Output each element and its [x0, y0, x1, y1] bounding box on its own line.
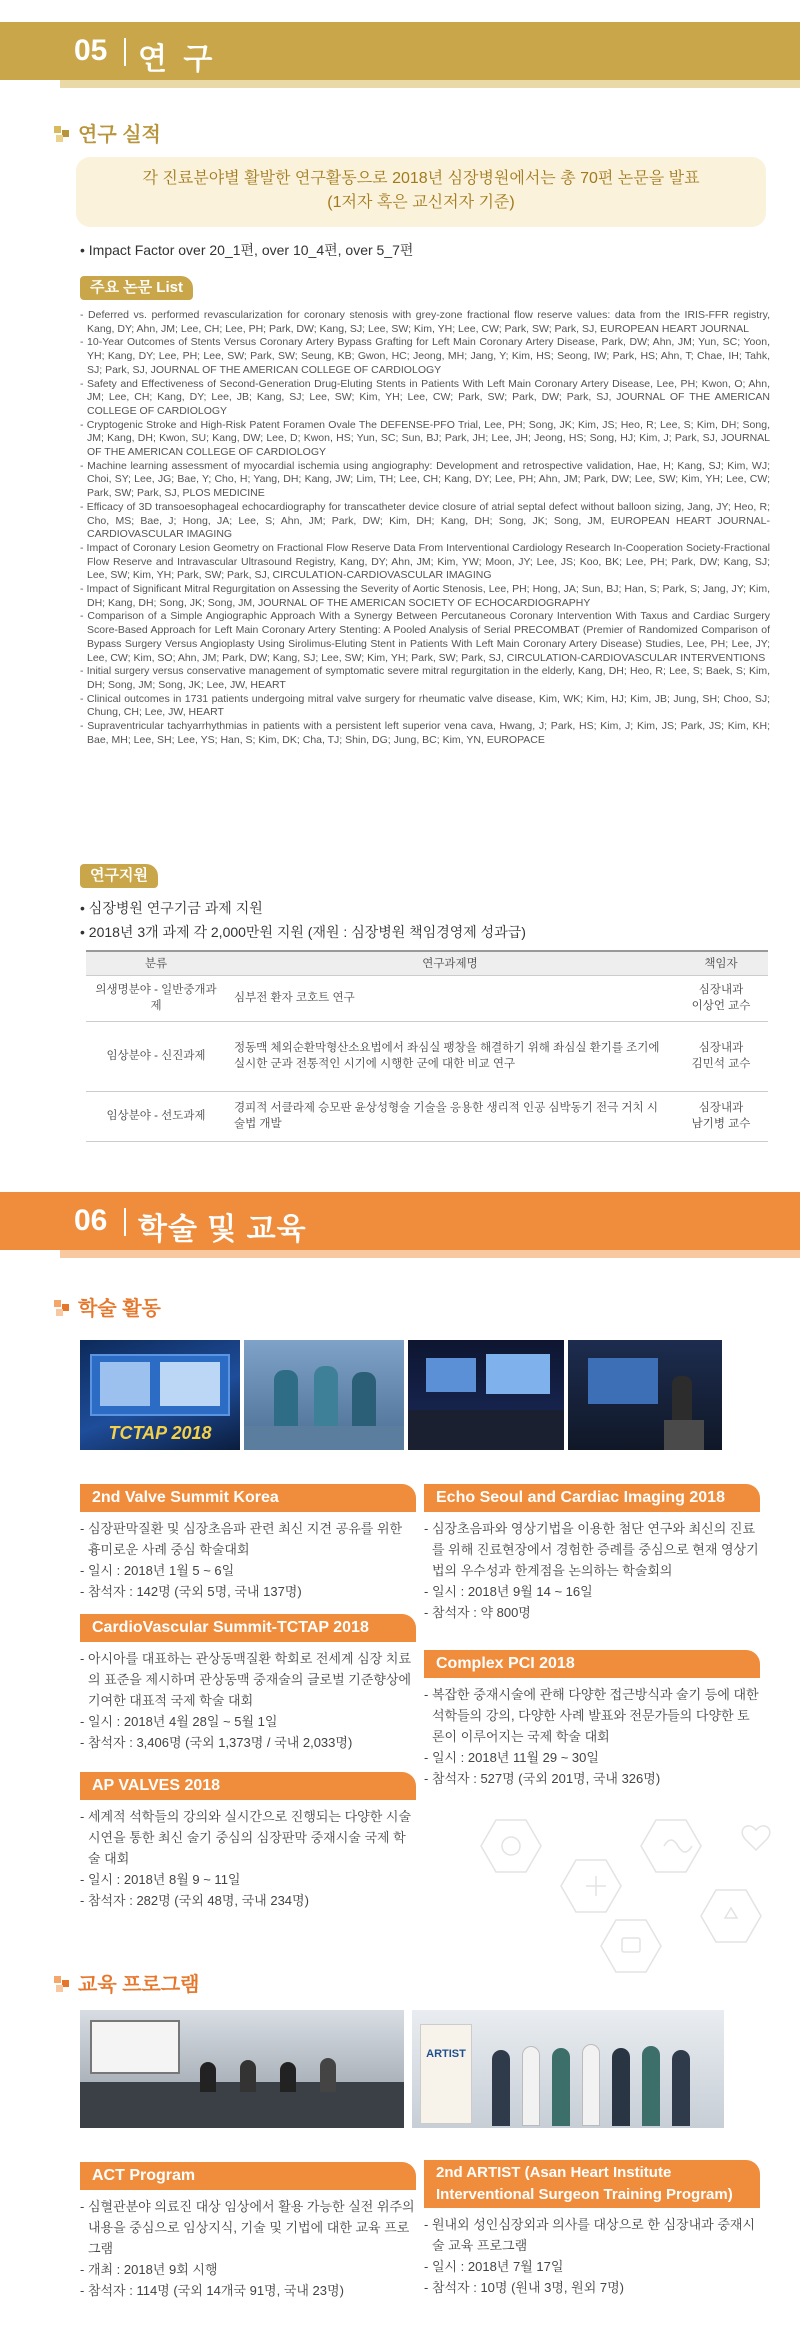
support-label: 연구지원 — [80, 864, 158, 888]
paper-entry: - Supraventricular tachyarrhythmias in patients with a persistent left superior vena cava, Hwang, J; Park, HS; Kim, J; Kim, JS; Park, JS; Kim, KH; Bae, MH; Lee, SH; Lee, YS; Han, S; Kim, DK; Cha, TJ; Shin, DG; Jung, BC; Kim, YN, EUROPACE — [80, 720, 770, 746]
research-summary-box — [76, 157, 766, 227]
event-body-complex-pci: - 복잡한 중재시술에 관해 다양한 접근방식과 술기 등에 대한 석학들의 강의, 다양한 사례 발표와 전문가들의 다양한 토론이 이루어지는 국제 학술 대회 - 일시 : 2018년 11월 29 ~ 30일 - 참석자 : 527명 (국외 201명, 국내 326명) — [424, 1687, 759, 1786]
program-title-artist: 2nd ARTIST (Asan Heart Institute Interventional Surgeon Training Program) — [424, 2160, 760, 2208]
conference-hall-photo — [408, 1340, 564, 1450]
cell-title: 심부전 환자 코호트 연구 — [226, 975, 674, 1021]
section-05-header — [0, 22, 800, 88]
cell-category: 임상분야 - 신진과제 — [86, 1021, 226, 1091]
tctap-logo-text: TCTAP 2018 — [108, 1423, 212, 1443]
act-program-photo — [80, 2010, 404, 2128]
paper-entry: - Efficacy of 3D transoesophageal echocardiography for transcatheter device closure of atrial septal defect without balloon sizing, Jang, JY; Heo, R; Cho, MS; Bae, J; Hong, JA; Lee, S; Ahn, JM; Park, DW; Kim, DH; Kang, DH; Song, JK; Song, JM, EUROPEAN HEART JOURNAL-CARDIOVASCULAR IMAGING — [80, 500, 770, 541]
th-category: 분류 — [86, 951, 226, 975]
square-dots-icon — [54, 126, 70, 142]
support-line-2: • 2018년 3개 과제 각 2,000만원 지원 (재원 : 심장병원 책임경영제 성과급) — [80, 924, 526, 940]
artist-program-photo — [412, 2010, 724, 2128]
cell-category: 의생명분야 - 일반중개과제 — [86, 975, 226, 1021]
section-title: 학술 및 교육 — [138, 1213, 307, 1246]
summary-line-2: (1저자 혹은 교신저자 기준) — [327, 194, 515, 211]
th-lead: 책임자 — [674, 951, 768, 975]
cell-lead: 심장내과 남기병 교수 — [674, 1091, 768, 1141]
paper-entry: - Safety and Effectiveness of Second-Generation Drug-Eluting Stents in Patients With Left Main Coronary Artery Disease, Lee, PH; Kwon, O; Ahn, JM; Lee, CH; Kang, DY; Lee, JB; Kang, SJ; Lee, SW; Kim, YH; Lee, CW; Park, SW; Park, DW; Park, SJ, JOURNAL OF THE AMERICAN COLLEGE OF CARDIOLOGY — [80, 377, 770, 417]
education-heading: 교육 프로그램 — [54, 1968, 199, 1997]
event-body-echo-seoul: - 심장초음파와 영상기법을 이용한 첨단 연구와 최신의 진료를 위해 진료현장에서 경험한 증례를 중심으로 현재 영상기법의 우수성과 한계점을 논의하는 학술회의 - 일시 : 2018년 9월 14 ~ 16일 - 참석자 : 약 800명 — [424, 1521, 759, 1620]
section-number: 05 — [74, 34, 108, 67]
tctap-photo — [80, 1340, 240, 1450]
th-title: 연구과제명 — [226, 951, 674, 975]
cell-category: 임상분야 - 선도과제 — [86, 1091, 226, 1141]
paper-entry: - Comparison of a Simple Angiographic Approach With a Synergy Between Percutaneous Coronary Intervention With Taxus and Cardiac Surgery Score-Based Approach for Left Main Coronary Artery Stenting: A Pooled Analysis of Serial PRECOMBAT (Premier of Randomized Comparison of Bypass Surgery Versus Angioplasty Using Sirolimus-Eluting Stent in Patients With Left Main Coronary Artery Disease) Studies, Lee, PH; Lee, JY; Lee, CW; Kim, SO; Ahn, JM; Park, DW; Kang, SJ; Lee, SW; Kim, YH; Park, SW; Park, SJ, CIRCULATION-CARDIOVASCULAR INTERVENTIONS — [80, 610, 770, 664]
papers-list — [80, 309, 770, 748]
paper-entry: - Deferred vs. performed revascularization for coronary stenosis with grey-zone fractional flow reserve values: data from the IRIS-FFR registry, Kang, DY; Ahn, JM; Lee, CH; Lee, PH; Park, DW; Kang, SJ; Lee, SW; Kim, YH; Lee, CW; Park, SW; Park, SJ, EUROPEAN HEART JOURNAL — [80, 309, 770, 335]
paper-entry: - Impact of Coronary Lesion Geometry on Fractional Flow Reserve Data From Interventional Cardiology Research In-Cooperation Society-Fractional Flow Reserve and Intravascular Ultrasound Registry, Kang, DY; Ahn, JM; Kim, YW; Moon, JY; Lee, JS; Koo, BK; Lee, PH; Park, DW; Kang, SJ; Lee, SW; Kim, YH; Park, SW; Park, SJ, CIRCULATION-CARDIOVASCULAR IMAGING — [80, 541, 770, 582]
event-title-ap-valves: AP VALVES 2018 — [80, 1772, 416, 1800]
paper-entry: - Initial surgery versus conservative management of symptomatic severe mitral regurgitation in the elderly, Kang, DH; Heo, R; Lee, S; Baek, S; Kim, DH; Song, JM; Song, JK; Lee, JW, HEART — [80, 665, 770, 691]
paper-entry: - Impact of Significant Mitral Regurgitation on Assessing the Severity of Aortic Stenosis, Lee, PH; Hong, JA; Sun, BJ; Han, S; Park, S; Jang, JY; Kim, DH; Kang, DH; Song, JK; Song, JM, JOURNAL OF THE AMERICAN SOCIETY OF ECHOCARDIOGRAPHY — [80, 583, 770, 609]
paper-entry: - Clinical outcomes in 1731 patients undergoing mitral valve surgery for rheumatic valve disease, Kim, WK; Kim, HJ; Kim, JB; Jung, SH; Choo, SJ; Chung, CH; Lee, JW, HEART — [80, 692, 770, 719]
event-title-tctap: CardioVascular Summit-TCTAP 2018 — [80, 1614, 416, 1642]
cell-title: 정동맥 체외순환막형산소요법에서 좌심실 팽창을 해결하기 위해 좌심실 환기를 조기에 실시한 군과 전통적인 시기에 시행한 군에 대한 비교 연구 — [226, 1021, 674, 1091]
paper-entry: - Cryptogenic Stroke and High-Risk Patent Foramen Ovale The DEFENSE-PFO Trial, Lee, PH; Song, JK; Kim, JS; Heo, R; Lee, S; Kim, DH; Song, JM; Kang, DH; Kwon, SU; Kang, DW; Lee, D; Kwon, HS; Yun, SC; Sun, BJ; Park, JH; Lee, JH; Jeong, HS; Song, HJ; Kim, J; Park, SJ, JOURNAL OF THE AMERICAN COLLEGE OF CARDIOLOGY — [80, 418, 770, 459]
section-title: 연 구 — [138, 43, 217, 76]
section-06-header — [0, 1192, 800, 1258]
square-dots-icon — [54, 1300, 70, 1316]
surgery-photo — [244, 1340, 404, 1450]
table-header-row — [86, 951, 768, 975]
research-heading: 연구 실적 — [54, 118, 161, 147]
cell-lead: 심장내과 이상언 교수 — [674, 975, 768, 1021]
cell-lead: 심장내과 김민석 교수 — [674, 1021, 768, 1091]
event-body-tctap: - 아시아를 대표하는 관상동맥질환 학회로 전세계 심장 치료의 표준을 제시하며 관상동맥 중재술의 글로벌 기준향상에 기여한 대표적 국제 학술 대회 - 일시 : 2018년 4월 28일 ~ 5월 1일 - 참석자 : 3,406명 (국외 1,373명 / 국내 2,033명) — [80, 1651, 412, 1750]
impact-factor-text: • Impact Factor over 20_1편, over 10_4편, over 5_7편 — [80, 242, 414, 258]
program-body-act: - 심혈관분야 의료진 대상 임상에서 활용 가능한 실전 위주의 내용을 중심으로 임상지식, 기술 및 기법에 대한 교육 프로그램 - 개최 : 2018년 9회 시행 - 참석자 : 114명 (국외 14개국 91명, 국내 23명) — [80, 2199, 415, 2298]
table-row — [86, 1021, 768, 1091]
support-line-1: • 심장병원 연구기금 과제 지원 — [80, 900, 263, 916]
event-body-valve-summit: - 심장판막질환 및 심장초음파 관련 최신 지견 공유를 위한 흉미로운 사례 중심 학술대회 - 일시 : 2018년 1월 5 ~ 6일 - 참석자 : 142명 (국외 5명, 국내 137명) — [80, 1521, 403, 1599]
program-title-act: ACT Program — [80, 2162, 416, 2190]
grants-table — [86, 950, 768, 1142]
program-body-artist: - 원내외 성인심장외과 의사를 대상으로 한 심장내과 중재시술 교육 프로그램 - 일시 : 2018년 7월 17일 - 참석자 : 10명 (원내 3명, 원외 7명) — [424, 2217, 756, 2295]
paper-entry: - 10-Year Outcomes of Stents Versus Coronary Artery Bypass Grafting for Left Main Coronary Artery Disease, Park, DW; Ahn, JM; Yun, SC; Yoon, YH; Kang, DY; Lee, PH; Lee, SW; Park, SW; Seung, KB; Gwon, HC; Jeong, MH; Jang, Y; Kim, HS; Seong, IW; Park, HS; Ahn, T; Chae, IH; Tahk, SJ; Park, SJ, JOURNAL OF THE AMERICAN COLLEGE OF CARDIOLOGY — [80, 336, 770, 376]
cell-title: 경피적 서클라제 승모판 윤상성형술 기술을 응용한 생리적 인공 심박동기 전극 거치 시술법 개발 — [226, 1091, 674, 1141]
papers-label: 주요 논문 List — [80, 276, 193, 300]
paper-entry: - Machine learning assessment of myocardial ischemia using angiography: Development and retrospective validation, Hae, H; Kang, SJ; Kim, WJ; Choi, SY; Lee, JG; Bae, Y; Cho, H; Yang, DH; Kang, JW; Lim, TH; Lee, CH; Kang, DY; Lee, PH; Ahn, JM; Park, DW; Lee, SW; Kim, YH; Lee, CW; Park, SW; Park, SJ, PLOS MEDICINE — [80, 459, 770, 500]
summary-line-1: 각 진료분야별 활발한 연구활동으로 2018년 심장병원에서는 총 70편 논문을 발표 — [142, 170, 700, 187]
section-number: 06 — [74, 1204, 108, 1237]
table-row — [86, 1091, 768, 1141]
artist-poster-text: ARTIST — [426, 2048, 466, 2060]
square-dots-icon — [54, 1976, 70, 1992]
speaker-photo — [568, 1340, 722, 1450]
academic-heading: 학술 활동 — [54, 1292, 161, 1321]
event-body-ap-valves: - 세계적 석학들의 강의와 실시간으로 진행되는 다양한 시술 시연을 통한 최신 술기 중심의 심장판막 중재시술 국제 학술 대회 - 일시 : 2018년 8월 9 ~ 11일 - 참석자 : 282명 (국외 48명, 국내 234명) — [80, 1809, 412, 1908]
event-title-valve-summit: 2nd Valve Summit Korea — [80, 1484, 416, 1512]
event-title-complex-pci: Complex PCI 2018 — [424, 1650, 760, 1678]
medical-hexagon-pattern — [436, 1800, 796, 1980]
table-row — [86, 975, 768, 1021]
event-title-echo-seoul: Echo Seoul and Cardiac Imaging 2018 — [424, 1484, 760, 1512]
